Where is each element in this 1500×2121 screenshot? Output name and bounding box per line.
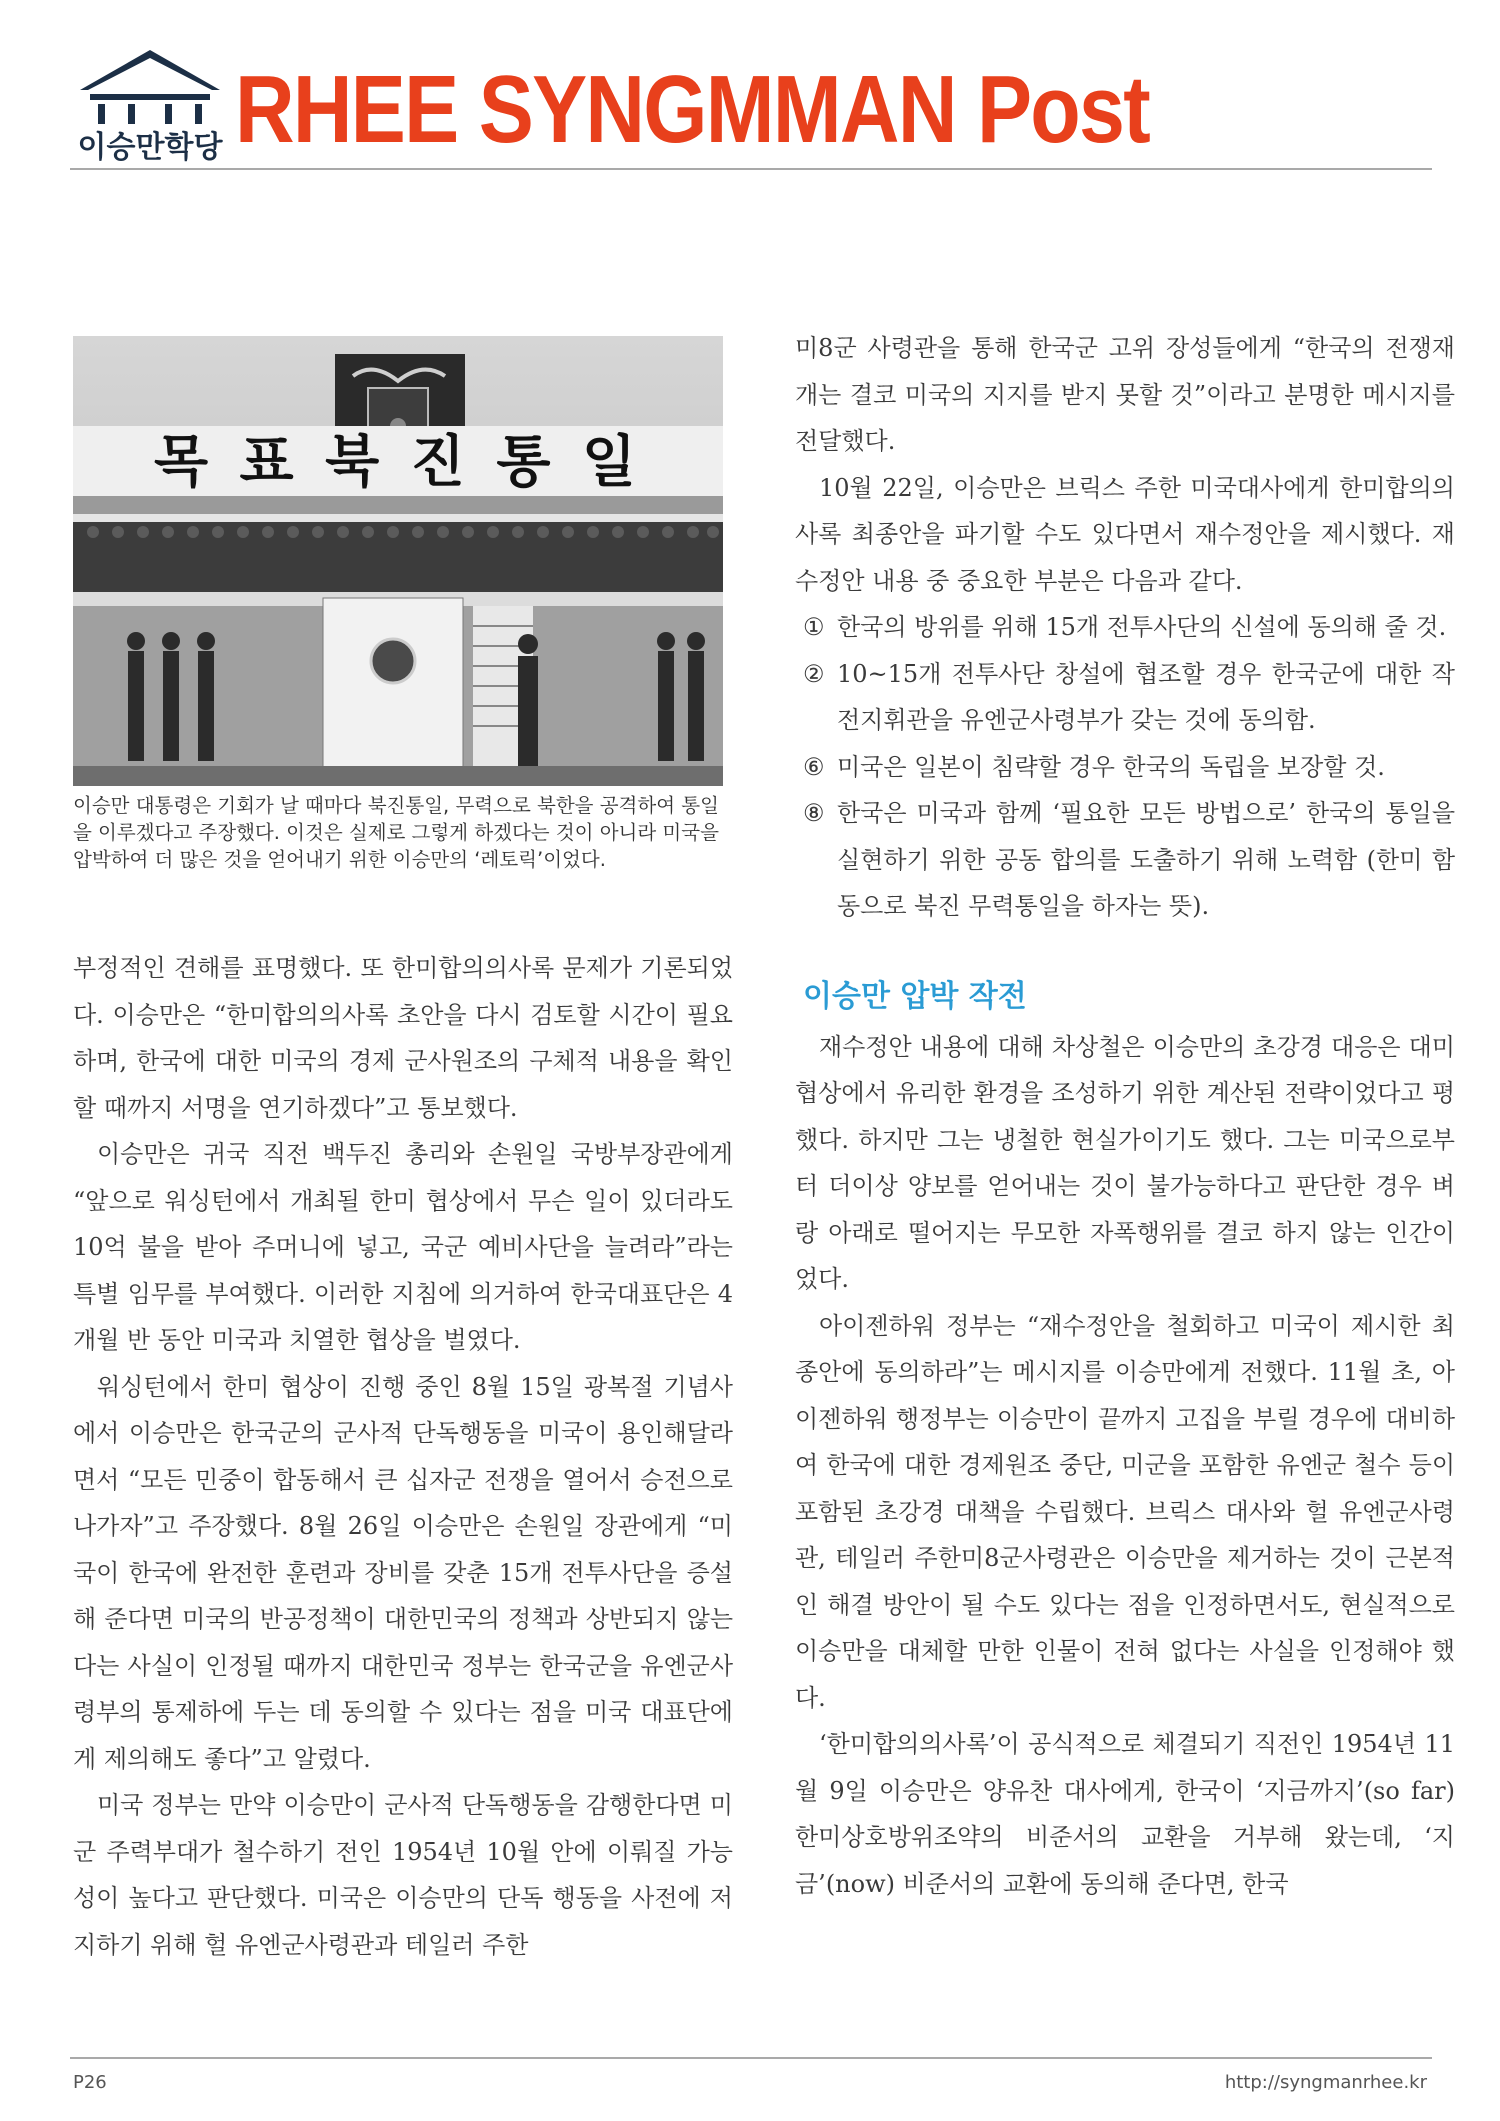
paragraph: 미8군 사령관을 통해 한국군 고위 장성들에게 “한국의 전쟁재개는 결코 미국의 지지를 받지 못할 것”이라고 분명한 메시지를 전달했다. [795,334,1455,455]
list-item [795,790,1455,930]
photo-caption: 이승만 대통령은 기회가 날 때마다 북진통일, 무력으로 북한을 공격하여 통일을 이루겠다고 주장했다. 이것은 실제로 그렇게 하겠다는 것이 아니라 미국을 압박하여 더 많은 것을 얻어내기 위한 이승만의 ‘레토릭’이었다. [73,794,719,871]
list-item [795,651,1455,744]
list-number: ⑧ [803,799,825,827]
website-url: http://syngmanrhee.kr [1224,2072,1427,2093]
footer-divider [70,2057,1432,2059]
list-number: ② [803,659,825,688]
list-item [795,744,1455,791]
paragraph: 아이젠하워 정부는 “재수정안을 철회하고 미국이 제시한 최종안에 동의하라”는 메시지를 이승만에게 전했다. 11월 초, 아이젠하워 행정부는 이승만이 끝까지 고집을 부릴 경우에 대비하여 한국에 대한 경제원조 중단, 미군을 포함한 유엔군 철수 등이 포함된 초강경 대책을 수립했다. 브릭스 대사와 헐 유엔군사령관, 테일러 주한미8군사령관은 이승만을 제거하는 것이 근본적인 해결 방안이 될 수도 있다는 점을 인정하면서도, 현실적으로 이승만을 대체할 만한 인물이 전혀 없다는 사실을 인정해야 했다. [795,1311,1455,1712]
paragraph: 워싱턴에서 한미 협상이 진행 중인 8월 15일 광복절 기념사에서 이승만은 한국군의 군사적 단독행동을 미국이 용인해달라면서 “모든 민중이 합동해서 큰 십자군 전쟁을 열어서 승전으로 나가자”고 주장했다. 8월 26일 이승만은 손원일 장관에게 “미국이 한국에 완전한 훈련과 장비를 갖춘 15개 전투사단을 증설해 준다면 미국의 반공정책이 대한민국의 정책과 상반되지 않는다는 사실이 인정될 때까지 대한민국 정부는 한국군을 유엔군사령부의 통제하에 두는 데 동의할 수 있다는 점을 미국 대표단에게 제의해도 좋다”고 알렸다. [73,1372,733,1773]
list-text: 한국의 방위를 위해 15개 전투사단의 신설에 동의해 줄 것. [837,613,1447,641]
logo-text: 이승만학당 [77,130,223,165]
section-heading: 이승만 압박 작전 [803,978,1027,1014]
photo-banner-text: 목 표 북 진 통 일 [153,430,643,495]
list-item [795,604,1455,651]
list-number: ⑥ [803,752,825,781]
paragraph: 부정적인 견해를 표명했다. 또 한미합의의사록 문제가 기론되었다. 이승만은 “한미합의의사록 초안을 다시 검토할 시간이 필요하며, 한국에 대한 미국의 경제 군사원조의 구체적 내용을 확인할 때까지 서명을 연기하겠다”고 통보했다. [73,954,733,1122]
list-text: 미국은 일본이 침략할 경우 한국의 독립을 보장할 것. [837,752,1385,781]
paragraph: 10월 22일, 이승만은 브릭스 주한 미국대사에게 한미합의의사록 최종안을 파기할 수도 있다면서 재수정안을 제시했다. 재수정안 내용 중 중요한 부분은 다음과 같다. [795,473,1455,595]
left-column [73,945,733,1968]
parade-stand-photo-illustration [73,336,723,786]
header-divider [70,168,1432,170]
list-text: 10~15개 전투사단 창설에 협조할 경우 한국군에 대한 작전지휘관을 유엔군사령부가 갖는 것에 동의함. [837,659,1455,734]
paragraph: 미국 정부는 만약 이승만이 군사적 단독행동을 감행한다면 미군 주력부대가 철수하기 전인 1954년 10월 안에 이뤄질 가능성이 높다고 판단했다. 미국은 이승만의 단독 행동을 사전에 저지하기 위해 헐 유엔군사령관과 테일러 주한 [73,1791,733,1959]
right-column [795,325,1455,1907]
page-number: P26 [73,2072,107,2093]
publication-title: RHEE SYNGMMAN Post [235,56,1149,163]
paragraph: 재수정안 내용에 대해 차상철은 이승만의 초강경 대응은 대미협상에서 유리한 환경을 조성하기 위한 계산된 전략이었다고 평했다. 하지만 그는 냉철한 현실가이기도 했다. 그는 미국으로부터 더이상 양보를 얻어내는 것이 불가능하다고 판단한 경우 벼랑 아래로 떨어지는 무모한 자폭행위를 결코 하지 않는 인간이었다. [795,1032,1455,1293]
list-text: 한국은 미국과 함께 ‘필요한 모든 방법으로’ 한국의 통일을 실현하기 위한 공동 합의를 도출하기 위해 노력함 (한미 함동으로 북진 무력통일을 하자는 뜻). [837,799,1455,920]
masthead [70,40,1430,170]
list-number: ① [803,613,825,641]
paragraph: 이승만은 귀국 직전 백두진 총리와 손원일 국방부장관에게 “앞으로 워싱턴에서 개최될 한미 협상에서 무슨 일이 있더라도 10억 불을 받아 주머니에 넣고, 국군 예비사단을 늘려라”라는 특별 임무를 부여했다. 이러한 지침에 의거하여 한국대표단은 4개월 반 동안 미국과 치열한 협상을 벌였다. [73,1140,733,1354]
historical-photo [73,336,723,786]
paragraph: ‘한미합의의사록’이 공식적으로 체결되기 직전인 1954년 11월 9일 이승만은 양유찬 대사에게, 한국이 ‘지금까지’(so far) 한미상호방위조약의 비준서의 교환을 거부해 왔는데, ‘지금’(now) 비준서의 교환에 동의해 준다면, 한국 [795,1730,1455,1898]
